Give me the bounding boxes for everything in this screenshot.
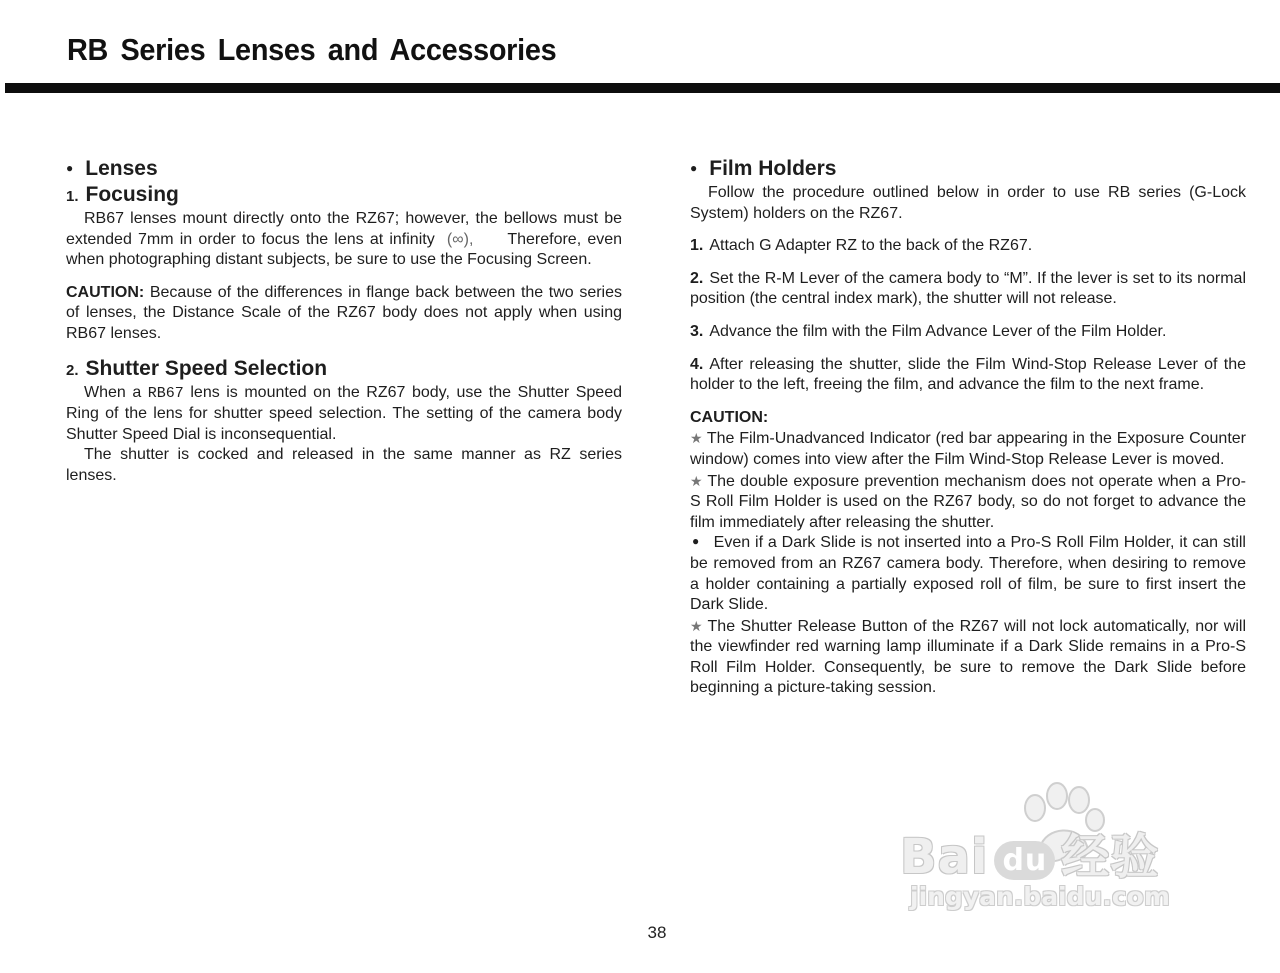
caution-paragraph: CAUTION: Because of the differences in flange back between the two series of lenses, the Distance Scale of the RZ67 body does not apply when using RB67 lenses. (66, 283, 622, 342)
caution-item: ● Even if a Dark Slide is not inserted into a Pro-S Roll Film Holder, it can still be removed from an RZ67 camera body. Therefore, when desiring to remove a holder containing a partially exposed roll of film, be sure to first insert the Dark Slide. (690, 534, 1246, 614)
star-icon: ★ (690, 430, 703, 447)
baidu-logo: Bai du 经验 (900, 829, 1160, 885)
step-2: 2. Set the R-M Lever of the camera body to “M”. If the lever is set to its normal position (the central index mark), the shutter will not release. (690, 269, 1246, 308)
bullet-icon: ● (690, 161, 698, 175)
star-icon: ★ (690, 617, 704, 634)
shutter-paragraph-2: The shutter is cocked and released in the same manner as RZ series lenses. (66, 446, 622, 484)
caution-label: CAUTION: (66, 283, 145, 301)
title-divider (5, 83, 1280, 93)
left-column (66, 157, 622, 487)
step-4: 4. After releasing the shutter, slide the Film Wind-Stop Release Lever of the holder to the left, freeing the film, and advance the film to the next frame. (690, 355, 1246, 394)
caution-item: ★ The Shutter Release Button of the RZ67 will not lock automatically, nor will the viewfinder red warning lamp illuminate if a Dark Slide remains in a Pro-S Roll Film Holder. Consequently, be sure to remove the Dark Slide before beginning a picture-taking session. (690, 617, 1247, 697)
caution-item: ★ The Film-Unadvanced Indicator (red bar appearing in the Exposure Counter window) comes into view after the Film Wind-Stop Release Lever is moved. (690, 430, 1246, 468)
film-holders-intro: Follow the procedure outlined below in order to use RB series (G-Lock System) holders on the RZ67. (690, 184, 1246, 222)
bullet-icon: ● (692, 534, 700, 549)
shutter-paragraph-1: When a RB67 lens is mounted on the RZ67 body, use the Shutter Speed Ring of the lens for shutter speed selection. The setting of the camera body Shutter Speed Dial is inconsequential. (66, 383, 622, 443)
focusing-heading: 1. Focusing (66, 183, 179, 206)
watermark-url: jingyan.baidu.com (910, 882, 1170, 911)
right-column (690, 157, 1246, 699)
caution-label: CAUTION: (690, 408, 769, 426)
bullet-icon: ● (66, 161, 74, 175)
page-title: RB Series Lenses and Accessories (67, 32, 557, 67)
step-3: 3. Advance the film with the Film Advance Lever of the Film Holder. (690, 322, 1167, 340)
caution-item: ★ The double exposure prevention mechanism does not operate when a Pro-S Roll Film Holder is used on the RZ67 body, so do not forget to advance the film immediately after releasing the shutter. (690, 472, 1246, 531)
star-icon: ★ (690, 472, 704, 489)
baidu-watermark (900, 778, 1210, 928)
step-1: 1. Attach G Adapter RZ to the back of the RZ67. (690, 237, 1033, 255)
page-number: 38 (647, 923, 667, 942)
film-holders-heading: ● Film Holders (690, 157, 837, 180)
lenses-heading: ● Lenses (66, 157, 158, 180)
infinity-symbol: (∞), (446, 230, 474, 248)
shutter-speed-heading: 2. Shutter Speed Selection (66, 356, 328, 380)
focusing-paragraph: RB67 lenses mount directly onto the RZ67; however, the bellows must be extended 7mm in order to focus the lens at infinity (∞), Therefore, even when photographing distant subjects, be sure to use the Focusing Screen. (66, 210, 623, 269)
